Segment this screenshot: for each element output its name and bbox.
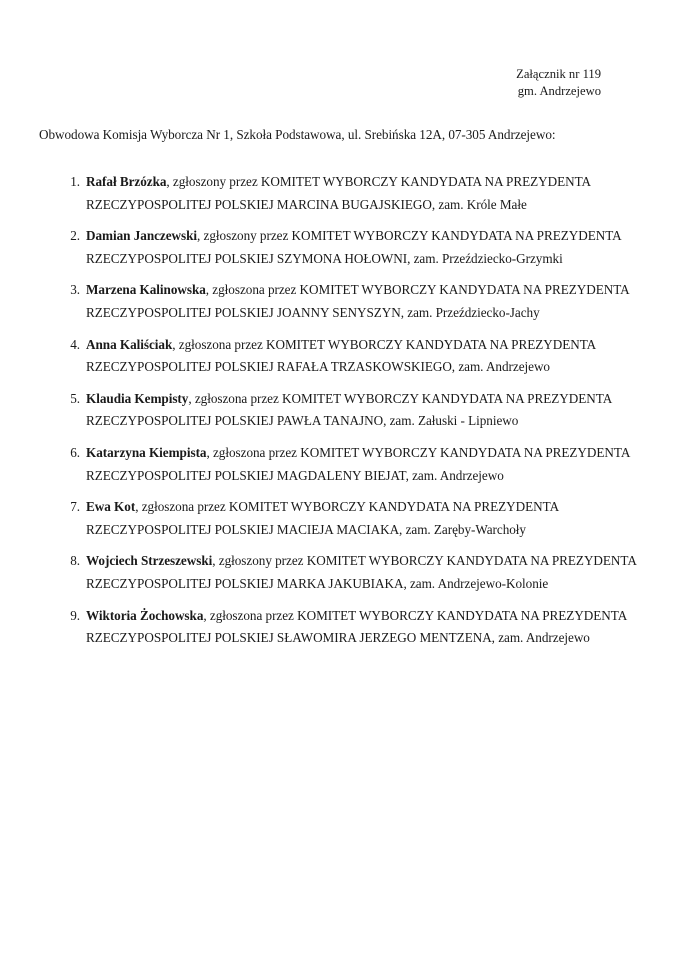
list-item-number: 4. [70,336,80,352]
commission-heading: Obwodowa Komisja Wyborcza Nr 1, Szkoła Podstawowa, ul. Srebińska 12A, 07-305 Andrzejewo: [39,127,556,142]
candidate-name: Marzena Kalinowska [86,282,206,298]
list-item-number: 3. [70,282,80,298]
candidate-name: Ewa Kot [86,499,136,515]
list-item [39,442,640,487]
list-item-number: 9. [70,607,80,623]
candidate-description: , zgłoszony przez KOMITET WYBORCZY KANDYDATA NA PREZYDENTA RZECZYPOSPOLITEJ POLSKIEJ MARKA JAKUBIAKA, zam. Andrzejewo-Kolonie [86,553,637,591]
list-item [39,496,640,541]
list-item [39,334,640,379]
candidate-name: Klaudia Kempisty [86,390,189,406]
candidate-name: Rafał Brzózka [86,174,167,189]
candidate-description: , zgłoszony przez KOMITET WYBORCZY KANDYDATA NA PREZYDENTA RZECZYPOSPOLITEJ POLSKIEJ SZYMONA HOŁOWNI, zam. Przeździecko-Grzymki [86,228,621,266]
attachment-number: Załącznik nr 119 [516,67,601,81]
candidate-name: Anna Kaliściak [86,336,173,352]
candidate-name: Wiktoria Żochowska [86,607,204,623]
list-item [39,225,640,270]
candidate-description: , zgłoszony przez KOMITET WYBORCZY KANDYDATA NA PREZYDENTA RZECZYPOSPOLITEJ POLSKIEJ MARCINA BUGAJSKIEGO, zam. Króle Małe [86,174,591,212]
list-item-number: 5. [70,390,80,406]
candidate-name: Katarzyna Kiempista [86,444,207,460]
municipality-name: gm. Andrzejewo [517,84,601,98]
list-item [39,605,640,650]
candidate-name: Damian Janczewski [86,228,198,244]
document-header [39,66,640,100]
list-item [39,279,640,324]
list-item-number: 8. [70,553,80,569]
candidate-description: , zgłoszona przez KOMITET WYBORCZY KANDYDATA NA PREZYDENTA RZECZYPOSPOLITEJ POLSKIEJ PAWŁA TANAJNO, zam. Załuski - Lipniewo [86,390,612,429]
candidate-description: , zgłoszona przez KOMITET WYBORCZY KANDYDATA NA PREZYDENTA RZECZYPOSPOLITEJ POLSKIEJ MACIEJA MACIAKA, zam. Zaręby-Warchoły [86,499,559,537]
candidate-description: , zgłoszona przez KOMITET WYBORCZY KANDYDATA NA PREZYDENTA RZECZYPOSPOLITEJ POLSKIEJ RAFAŁA TRZASKOWSKIEGO, zam. Andrzejewo [86,336,596,375]
candidate-description: , zgłoszona przez KOMITET WYBORCZY KANDYDATA NA PREZYDENTA RZECZYPOSPOLITEJ POLSKIEJ MAGDALENY BIEJAT, zam. Andrzejewo [86,444,630,483]
candidate-description: , zgłoszona przez KOMITET WYBORCZY KANDYDATA NA PREZYDENTA RZECZYPOSPOLITEJ POLSKIEJ JOANNY SENYSZYN, zam. Przeździecko-Jachy [86,282,629,320]
list-item-number: 1. [70,174,80,189]
list-item-number: 2. [70,228,80,244]
list-item-number: 6. [70,444,80,460]
list-item [39,550,640,595]
candidate-name: Wojciech Strzeszewski [86,553,213,569]
list-item-number: 7. [70,499,80,515]
list-item [39,388,640,433]
list-item [39,171,640,216]
candidate-list [39,171,640,650]
candidate-description: , zgłoszona przez KOMITET WYBORCZY KANDYDATA NA PREZYDENTA RZECZYPOSPOLITEJ POLSKIEJ SŁAWOMIRA JERZEGO MENTZENA, zam. Andrzejewo [86,607,627,646]
